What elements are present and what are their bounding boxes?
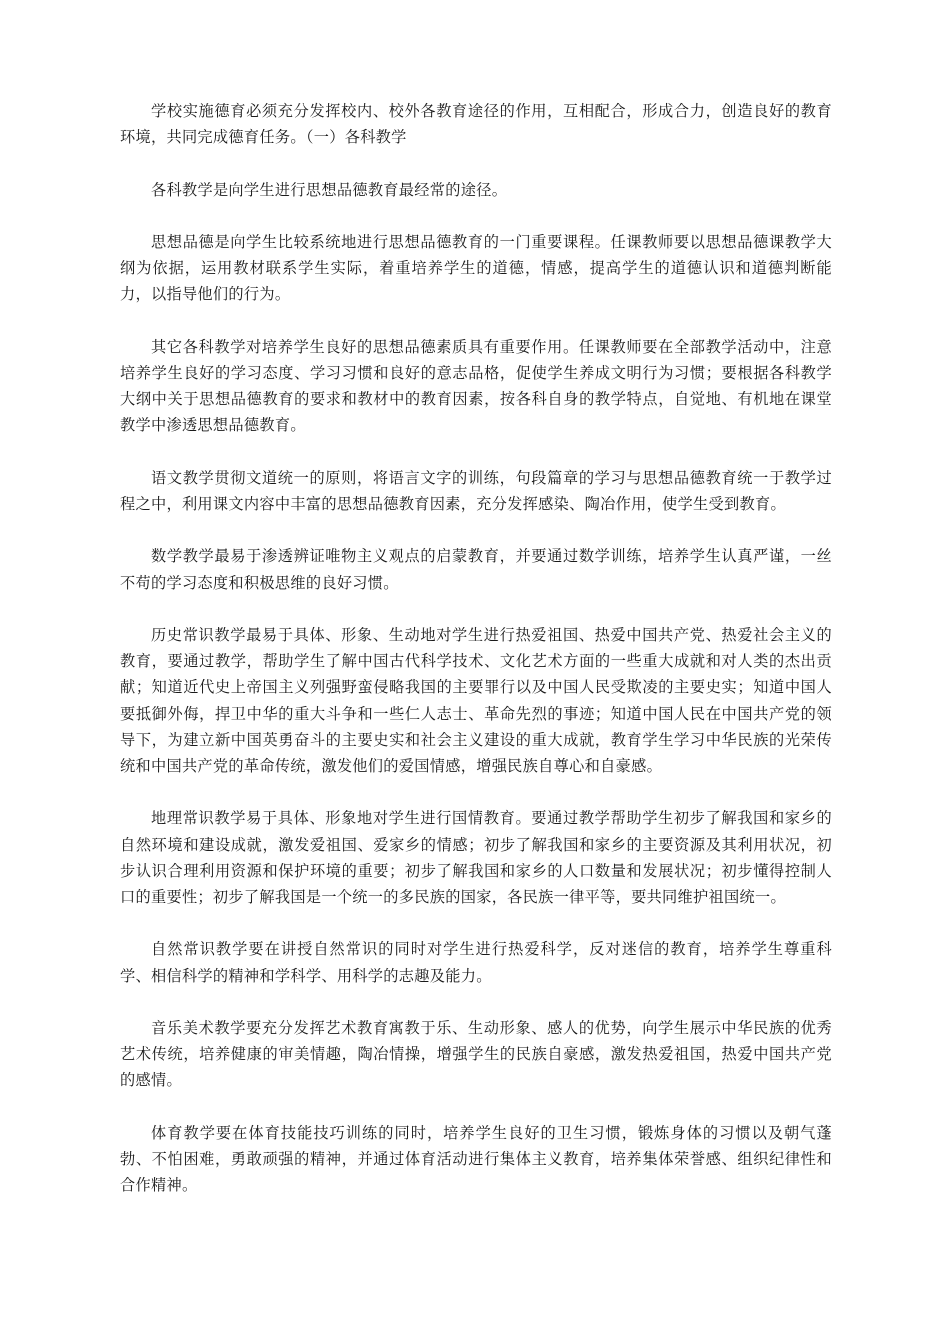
paragraph-music-art: 音乐美术教学要充分发挥艺术教育寓教于乐、生动形象、感人的优势，向学生展示中华民族的优秀艺术传统，培养健康的审美情趣，陶冶情操，增强学生的民族自豪感，激发热爱祖国，热爱中国共产党的感情。: [120, 1018, 832, 1090]
paragraph-math: 数学教学最易于渗透辨证唯物主义观点的启蒙教育，并要通过数学训练，培养学生认真严谨，一丝不苟的学习态度和积极思维的良好习惯。: [120, 547, 832, 592]
paragraph-other-subjects: 其它各科教学对培养学生良好的思想品德素质具有重要作用。任课教师要在全部教学活动中，注意培养学生良好的学习态度、学习习惯和良好的意志品格，促使学生养成文明行为习惯；要根据各科教学大纲中关于思想品德教育的要求和教材中的教育因素，按各科自身的教学特点，自觉地、有机地在课堂教学中渗透思想品德教育。: [120, 337, 832, 435]
paragraph-intro: 学校实施德育必须充分发挥校内、校外各教育途径的作用，互相配合，形成合力，创造良好的教育环境，共同完成德育任务。（一）各科教学: [120, 102, 832, 147]
paragraph-chinese: 语文教学贯彻文道统一的原则，将语言文字的训练，句段篇章的学习与思想品德教育统一于教学过程之中，利用课文内容中丰富的思想品德教育因素，充分发挥感染、陶冶作用，使学生受到教育。: [120, 468, 832, 513]
paragraph-geography: 地理常识教学易于具体、形象地对学生进行国情教育。要通过教学帮助学生初步了解我国和家乡的自然环境和建设成就，激发爱祖国、爱家乡的情感；初步了解我国和家乡的主要资源及其利用状况，初步认识合理利用资源和保护环境的重要；初步了解我国和家乡的人口数量和发展状况；初步懂得控制人口的重要性；初步了解我国是一个统一的多民族的国家，各民族一律平等，要共同维护祖国统一。: [120, 809, 832, 906]
paragraph-history: 历史常识教学最易于具体、形象、生动地对学生进行热爱祖国、热爱中国共产党、热爱社会主义的教育，要通过教学，帮助学生了解中国古代科学技术、文化艺术方面的一些重大成就和对人类的杰出贡献；知道近代史上帝国主义列强野蛮侵略我国的主要罪行以及中国人民受欺凌的主要史实；知道中国人要抵御外侮，捍卫中华的重大斗争和一些仁人志士、革命先烈的事迹；知道中国人民在中国共产党的领导下，为建立新中国英勇奋斗的主要史实和社会主义建设的重大成就，教育学生学习中华民族的光荣传统和中国共产党的革命传统，激发他们的爱国情感，增强民族自尊心和自豪感。: [120, 625, 832, 775]
paragraph-pe: 体育教学要在体育技能技巧训练的同时，培养学生良好的卫生习惯，锻炼身体的习惯以及朝气蓬勃、不怕困难，勇敢顽强的精神，并通过体育活动进行集体主义教育，培养集体荣誉感、组织纪律性和合作精神。: [120, 1123, 832, 1195]
document-body: [120, 98, 832, 1225]
paragraph-subject-teaching: 各科教学是向学生进行思想品德教育最经常的途径。: [151, 180, 508, 199]
paragraph-nature: 自然常识教学要在讲授自然常识的同时对学生进行热爱科学，反对迷信的教育，培养学生尊重科学、相信科学的精神和学科学、用科学的志趣及能力。: [120, 940, 832, 985]
paragraph-moral-course: 思想品德是向学生比较系统地进行思想品德教育的一门重要课程。任课教师要以思想品德课教学大纲为依据，运用教材联系学生实际，着重培养学生的道德，情感，提高学生的道德认识和道德判断能力，以指导他们的行为。: [120, 232, 832, 304]
